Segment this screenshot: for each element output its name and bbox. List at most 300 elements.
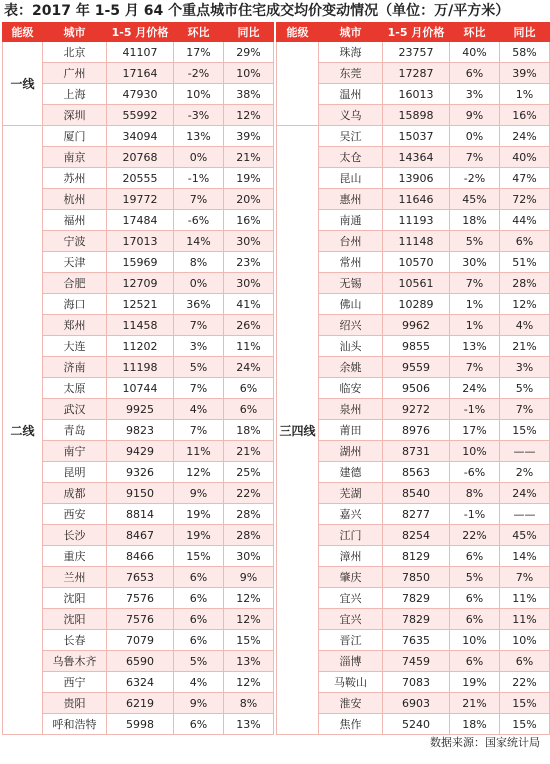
yoy-cell: 16% (224, 210, 274, 231)
yoy-cell: 9% (224, 567, 274, 588)
price-cell: 9925 (107, 399, 174, 420)
city-cell: 福州 (43, 210, 107, 231)
table-row (3, 525, 274, 546)
mom-cell: 10% (450, 441, 500, 462)
yoy-cell: 6% (224, 399, 274, 420)
price-cell: 7576 (107, 588, 174, 609)
table-row (3, 210, 274, 231)
yoy-cell: 13% (224, 651, 274, 672)
yoy-cell: 51% (500, 252, 550, 273)
yoy-cell: 40% (500, 147, 550, 168)
mom-cell: 19% (174, 525, 224, 546)
mom-cell: 8% (450, 483, 500, 504)
city-cell: 昆明 (43, 462, 107, 483)
city-cell: 天津 (43, 252, 107, 273)
mom-cell: 6% (450, 546, 500, 567)
price-cell: 11202 (107, 336, 174, 357)
yoy-cell: 12% (224, 588, 274, 609)
price-cell: 8976 (383, 420, 450, 441)
yoy-cell: 12% (224, 609, 274, 630)
city-cell: 马鞍山 (319, 672, 383, 693)
city-cell: 深圳 (43, 105, 107, 126)
price-cell: 9855 (383, 336, 450, 357)
mom-cell: -3% (174, 105, 224, 126)
price-cell: 20555 (107, 168, 174, 189)
table-row (3, 630, 274, 651)
yoy-cell: 30% (224, 273, 274, 294)
header-city: 城市 (319, 23, 383, 42)
mom-cell: 6% (174, 567, 224, 588)
city-cell: 济南 (43, 357, 107, 378)
city-cell: 淄博 (319, 651, 383, 672)
yoy-cell: 24% (500, 126, 550, 147)
table-row (3, 63, 274, 84)
yoy-cell: —— (500, 504, 550, 525)
table-row (3, 357, 274, 378)
yoy-cell: 6% (224, 378, 274, 399)
price-cell: 17013 (107, 231, 174, 252)
city-cell: 广州 (43, 63, 107, 84)
city-cell: 肇庆 (319, 567, 383, 588)
yoy-cell: 44% (500, 210, 550, 231)
city-cell: 南通 (319, 210, 383, 231)
city-cell: 郑州 (43, 315, 107, 336)
yoy-cell: 5% (500, 378, 550, 399)
mom-cell: 45% (450, 189, 500, 210)
mom-cell: 0% (450, 126, 500, 147)
mom-cell: -6% (174, 210, 224, 231)
price-cell: 7829 (383, 609, 450, 630)
table-row (3, 315, 274, 336)
price-cell: 6590 (107, 651, 174, 672)
table-row (3, 714, 274, 735)
yoy-cell: 10% (224, 63, 274, 84)
yoy-cell: 11% (500, 609, 550, 630)
yoy-cell: 30% (224, 231, 274, 252)
price-cell: 12521 (107, 294, 174, 315)
mom-cell: 7% (174, 420, 224, 441)
yoy-cell: 18% (224, 420, 274, 441)
mom-cell: -6% (450, 462, 500, 483)
price-cell: 55992 (107, 105, 174, 126)
mom-cell: 36% (174, 294, 224, 315)
left-price-table (2, 22, 274, 735)
city-cell: 台州 (319, 231, 383, 252)
header-row (277, 23, 550, 42)
city-cell: 晋江 (319, 630, 383, 651)
table-row (3, 126, 274, 147)
table-row (3, 105, 274, 126)
mom-cell: 15% (174, 546, 224, 567)
mom-cell: 13% (450, 336, 500, 357)
price-cell: 8814 (107, 504, 174, 525)
mom-cell: 9% (450, 105, 500, 126)
city-cell: 长春 (43, 630, 107, 651)
header-row (3, 23, 274, 42)
city-cell: 江门 (319, 525, 383, 546)
price-cell: 10561 (383, 273, 450, 294)
price-cell: 9559 (383, 357, 450, 378)
city-cell: 南宁 (43, 441, 107, 462)
yoy-cell: 8% (224, 693, 274, 714)
price-cell: 23757 (383, 42, 450, 63)
mom-cell: 4% (174, 672, 224, 693)
price-cell: 8540 (383, 483, 450, 504)
price-cell: 8563 (383, 462, 450, 483)
header-tier: 能级 (277, 23, 319, 42)
price-cell: 11193 (383, 210, 450, 231)
city-cell: 太原 (43, 378, 107, 399)
price-cell: 8277 (383, 504, 450, 525)
table-row (3, 672, 274, 693)
city-cell: 武汉 (43, 399, 107, 420)
table-row (3, 504, 274, 525)
yoy-cell: 28% (500, 273, 550, 294)
price-cell: 9326 (107, 462, 174, 483)
price-cell: 5240 (383, 714, 450, 735)
yoy-cell: 30% (224, 546, 274, 567)
yoy-cell: 28% (224, 525, 274, 546)
yoy-cell: 10% (500, 630, 550, 651)
price-cell: 15969 (107, 252, 174, 273)
mom-cell: -1% (450, 399, 500, 420)
price-cell: 11458 (107, 315, 174, 336)
city-cell: 珠海 (319, 42, 383, 63)
yoy-cell: 1% (500, 84, 550, 105)
mom-cell: 13% (174, 126, 224, 147)
city-cell: 上海 (43, 84, 107, 105)
mom-cell: 1% (450, 294, 500, 315)
yoy-cell: 15% (500, 693, 550, 714)
mom-cell: 1% (450, 315, 500, 336)
yoy-cell: 16% (500, 105, 550, 126)
mom-cell: 14% (174, 231, 224, 252)
mom-cell: 7% (450, 273, 500, 294)
price-cell: 15037 (383, 126, 450, 147)
mom-cell: 18% (450, 210, 500, 231)
mom-cell: 18% (450, 714, 500, 735)
yoy-cell: 15% (500, 420, 550, 441)
price-cell: 10570 (383, 252, 450, 273)
mom-cell: -1% (450, 504, 500, 525)
header-yoy: 同比 (500, 23, 550, 42)
table-row (3, 252, 274, 273)
price-cell: 9506 (383, 378, 450, 399)
price-cell: 10744 (107, 378, 174, 399)
header-price: 1-5 月价格 (107, 23, 174, 42)
mom-cell: 40% (450, 42, 500, 63)
mom-cell: 7% (450, 147, 500, 168)
price-cell: 6324 (107, 672, 174, 693)
table-row (3, 483, 274, 504)
mom-cell: -2% (450, 168, 500, 189)
price-cell: 6219 (107, 693, 174, 714)
price-cell: 7850 (383, 567, 450, 588)
yoy-cell: 6% (500, 231, 550, 252)
mom-cell: 7% (174, 315, 224, 336)
mom-cell: 0% (174, 273, 224, 294)
table-row (277, 126, 550, 147)
price-cell: 7459 (383, 651, 450, 672)
tier-cell (277, 42, 319, 126)
price-cell: 9150 (107, 483, 174, 504)
yoy-cell: 22% (500, 672, 550, 693)
price-cell: 9962 (383, 315, 450, 336)
city-cell: 贵阳 (43, 693, 107, 714)
price-cell: 8731 (383, 441, 450, 462)
yoy-cell: 2% (500, 462, 550, 483)
price-cell: 7829 (383, 588, 450, 609)
city-cell: 宜兴 (319, 588, 383, 609)
mom-cell: 11% (174, 441, 224, 462)
city-cell: 昆山 (319, 168, 383, 189)
price-cell: 9823 (107, 420, 174, 441)
yoy-cell: 19% (224, 168, 274, 189)
mom-cell: 6% (450, 63, 500, 84)
table-row (3, 420, 274, 441)
table-row (3, 546, 274, 567)
mom-cell: 17% (174, 42, 224, 63)
price-cell: 7635 (383, 630, 450, 651)
city-cell: 惠州 (319, 189, 383, 210)
city-cell: 湖州 (319, 441, 383, 462)
city-cell: 重庆 (43, 546, 107, 567)
yoy-cell: 7% (500, 567, 550, 588)
city-cell: 兰州 (43, 567, 107, 588)
mom-cell: 5% (450, 231, 500, 252)
price-cell: 11198 (107, 357, 174, 378)
price-cell: 10289 (383, 294, 450, 315)
city-cell: 吴江 (319, 126, 383, 147)
tier-cell: 一线 (3, 42, 43, 126)
mom-cell: 6% (174, 588, 224, 609)
city-cell: 佛山 (319, 294, 383, 315)
yoy-cell: 25% (224, 462, 274, 483)
price-cell: 20768 (107, 147, 174, 168)
price-cell: 12709 (107, 273, 174, 294)
mom-cell: 5% (174, 357, 224, 378)
city-cell: 长沙 (43, 525, 107, 546)
right-price-table (276, 22, 550, 735)
tier-cell: 三四线 (277, 126, 319, 735)
city-cell: 莆田 (319, 420, 383, 441)
tier-cell: 二线 (3, 126, 43, 735)
mom-cell: 9% (174, 693, 224, 714)
yoy-cell: 24% (224, 357, 274, 378)
mom-cell: 30% (450, 252, 500, 273)
price-cell: 41107 (107, 42, 174, 63)
price-cell: 11646 (383, 189, 450, 210)
mom-cell: 4% (174, 399, 224, 420)
yoy-cell: 11% (224, 336, 274, 357)
table-title: 表：2017 年 1-5 月 64 个重点城市住宅成交均价变动情况（单位：万/平方米） (4, 3, 510, 19)
mom-cell: 3% (450, 84, 500, 105)
yoy-cell: 26% (224, 315, 274, 336)
price-cell: 8466 (107, 546, 174, 567)
price-cell: 17484 (107, 210, 174, 231)
price-cell: 16013 (383, 84, 450, 105)
city-cell: 温州 (319, 84, 383, 105)
table-row (3, 84, 274, 105)
city-cell: 淮安 (319, 693, 383, 714)
city-cell: 嘉兴 (319, 504, 383, 525)
mom-cell: 19% (450, 672, 500, 693)
mom-cell: 6% (174, 714, 224, 735)
city-cell: 漳州 (319, 546, 383, 567)
mom-cell: 10% (450, 630, 500, 651)
table-row (3, 168, 274, 189)
price-cell: 7576 (107, 609, 174, 630)
table-row (3, 567, 274, 588)
yoy-cell: 22% (224, 483, 274, 504)
header-mom: 环比 (174, 23, 224, 42)
mom-cell: 19% (174, 504, 224, 525)
yoy-cell: 3% (500, 357, 550, 378)
mom-cell: 5% (450, 567, 500, 588)
city-cell: 合肥 (43, 273, 107, 294)
city-cell: 泉州 (319, 399, 383, 420)
city-cell: 海口 (43, 294, 107, 315)
table-row (3, 651, 274, 672)
yoy-cell: 4% (500, 315, 550, 336)
yoy-cell: 39% (500, 63, 550, 84)
price-cell: 8254 (383, 525, 450, 546)
data-source: 数据来源：国家统计局 (430, 736, 540, 749)
price-cell: 9429 (107, 441, 174, 462)
mom-cell: 9% (174, 483, 224, 504)
mom-cell: 17% (450, 420, 500, 441)
mom-cell: 5% (174, 651, 224, 672)
city-cell: 青岛 (43, 420, 107, 441)
table-row (3, 588, 274, 609)
yoy-cell: 45% (500, 525, 550, 546)
header-city: 城市 (43, 23, 107, 42)
yoy-cell: 21% (500, 336, 550, 357)
mom-cell: 12% (174, 462, 224, 483)
price-cell: 5998 (107, 714, 174, 735)
mom-cell: 7% (450, 357, 500, 378)
price-cell: 9272 (383, 399, 450, 420)
yoy-cell: 13% (224, 714, 274, 735)
mom-cell: 24% (450, 378, 500, 399)
table-row (3, 147, 274, 168)
header-yoy: 同比 (224, 23, 274, 42)
city-cell: 苏州 (43, 168, 107, 189)
header-tier: 能级 (3, 23, 43, 42)
table-row (3, 693, 274, 714)
city-cell: 北京 (43, 42, 107, 63)
city-cell: 厦门 (43, 126, 107, 147)
yoy-cell: —— (500, 441, 550, 462)
table-row (3, 609, 274, 630)
city-cell: 杭州 (43, 189, 107, 210)
mom-cell: 7% (174, 189, 224, 210)
yoy-cell: 6% (500, 651, 550, 672)
yoy-cell: 11% (500, 588, 550, 609)
table-row (3, 441, 274, 462)
yoy-cell: 24% (500, 483, 550, 504)
city-cell: 无锡 (319, 273, 383, 294)
city-cell: 东莞 (319, 63, 383, 84)
city-cell: 西安 (43, 504, 107, 525)
price-cell: 17164 (107, 63, 174, 84)
table-row (3, 336, 274, 357)
price-cell: 8467 (107, 525, 174, 546)
yoy-cell: 47% (500, 168, 550, 189)
header-price: 1-5 月价格 (383, 23, 450, 42)
yoy-cell: 14% (500, 546, 550, 567)
price-cell: 11148 (383, 231, 450, 252)
mom-cell: 8% (174, 252, 224, 273)
city-cell: 义乌 (319, 105, 383, 126)
table-row (3, 378, 274, 399)
yoy-cell: 12% (224, 672, 274, 693)
yoy-cell: 41% (224, 294, 274, 315)
mom-cell: 6% (174, 609, 224, 630)
mom-cell: -1% (174, 168, 224, 189)
table-row (277, 42, 550, 63)
yoy-cell: 20% (224, 189, 274, 210)
price-cell: 15898 (383, 105, 450, 126)
header-mom: 环比 (450, 23, 500, 42)
city-cell: 西宁 (43, 672, 107, 693)
city-cell: 呼和浩特 (43, 714, 107, 735)
price-cell: 6903 (383, 693, 450, 714)
yoy-cell: 15% (500, 714, 550, 735)
city-cell: 乌鲁木齐 (43, 651, 107, 672)
city-cell: 建德 (319, 462, 383, 483)
city-cell: 余姚 (319, 357, 383, 378)
mom-cell: 7% (174, 378, 224, 399)
price-cell: 13906 (383, 168, 450, 189)
yoy-cell: 12% (224, 105, 274, 126)
city-cell: 宜兴 (319, 609, 383, 630)
tables-container (0, 22, 550, 735)
table-row (3, 273, 274, 294)
table-row (3, 294, 274, 315)
mom-cell: 6% (450, 609, 500, 630)
yoy-cell: 21% (224, 147, 274, 168)
price-cell: 7079 (107, 630, 174, 651)
yoy-cell: 38% (224, 84, 274, 105)
table-row (3, 399, 274, 420)
yoy-cell: 12% (500, 294, 550, 315)
mom-cell: 0% (174, 147, 224, 168)
table-row (3, 189, 274, 210)
city-cell: 汕头 (319, 336, 383, 357)
price-cell: 34094 (107, 126, 174, 147)
mom-cell: 6% (450, 651, 500, 672)
city-cell: 沈阳 (43, 588, 107, 609)
city-cell: 临安 (319, 378, 383, 399)
mom-cell: 3% (174, 336, 224, 357)
city-cell: 沈阳 (43, 609, 107, 630)
mom-cell: 22% (450, 525, 500, 546)
yoy-cell: 7% (500, 399, 550, 420)
mom-cell: 6% (450, 588, 500, 609)
yoy-cell: 28% (224, 504, 274, 525)
city-cell: 南京 (43, 147, 107, 168)
price-cell: 17287 (383, 63, 450, 84)
city-cell: 常州 (319, 252, 383, 273)
mom-cell: 6% (174, 630, 224, 651)
city-cell: 成都 (43, 483, 107, 504)
price-cell: 8129 (383, 546, 450, 567)
yoy-cell: 39% (224, 126, 274, 147)
city-cell: 焦作 (319, 714, 383, 735)
yoy-cell: 58% (500, 42, 550, 63)
city-cell: 芜湖 (319, 483, 383, 504)
